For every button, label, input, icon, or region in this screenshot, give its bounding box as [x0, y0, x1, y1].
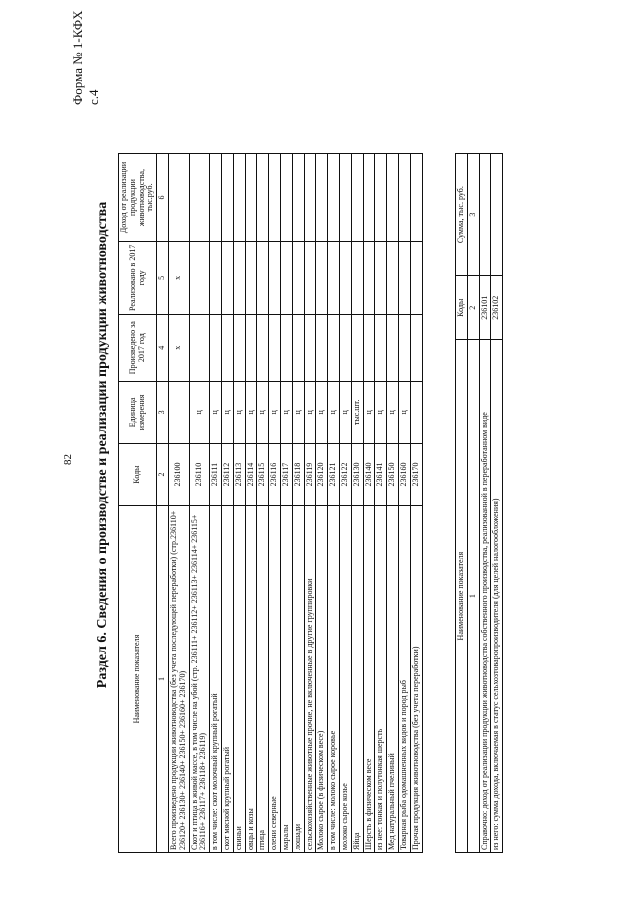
- row-produced: [210, 314, 222, 381]
- table-row: [245, 154, 257, 853]
- ref-row-name: из него: сумма дохода, включаемая в статус сельхозтоваропроизводителя (для целей налогообложения): [491, 340, 503, 853]
- ref-row-code: 236102: [491, 276, 503, 340]
- row-name: из нее: тонкая и полутонкая шерсть: [375, 506, 387, 853]
- table-row: [398, 154, 410, 853]
- row-sold: [387, 242, 399, 314]
- table-row: [328, 154, 340, 853]
- row-income: [221, 154, 233, 242]
- row-code: 236111: [210, 443, 222, 505]
- ref-row-name: Справочно: доход от реализации продукции животноводства собственного производства, реализованной в переработанном виде: [479, 340, 491, 853]
- row-unit: ц: [375, 381, 387, 443]
- row-sold: [245, 242, 257, 314]
- row-unit: ц: [233, 381, 245, 443]
- row-income: [410, 154, 422, 242]
- row-produced: [363, 314, 375, 381]
- row-code: 236122: [339, 443, 351, 505]
- row-produced: [375, 314, 387, 381]
- row-income: [304, 154, 316, 242]
- row-unit: ц: [363, 381, 375, 443]
- row-produced: [304, 314, 316, 381]
- col-num: 3: [157, 381, 169, 443]
- row-unit: ц: [221, 381, 233, 443]
- ref-row-code: 236101: [479, 276, 491, 340]
- ref-row: [479, 154, 491, 853]
- table-row: [292, 154, 304, 853]
- table-row: [280, 154, 292, 853]
- table-row: [363, 154, 375, 853]
- row-sold: [280, 242, 292, 314]
- ref-row: [491, 154, 503, 853]
- row-sold: [351, 242, 363, 314]
- ref-col-num: 1: [467, 340, 479, 853]
- row-code: 236115: [257, 443, 269, 505]
- row-produced: [245, 314, 257, 381]
- row-name: в том числе: скот молочный крупный рогатый: [210, 506, 222, 853]
- row-name: олени северные: [269, 506, 281, 853]
- row-unit: ц: [398, 381, 410, 443]
- row-sold: [221, 242, 233, 314]
- row-produced: [398, 314, 410, 381]
- row-income: [233, 154, 245, 242]
- row-produced: [410, 314, 422, 381]
- col-num: 2: [157, 443, 169, 505]
- row-sold: [210, 242, 222, 314]
- production-table: [118, 153, 423, 853]
- row-code: 236141: [375, 443, 387, 505]
- ref-row-sum: [491, 154, 503, 276]
- row-code: 236130: [351, 443, 363, 505]
- row-unit: тыс.шт.: [351, 381, 363, 443]
- row-income: [363, 154, 375, 242]
- table-row: [210, 154, 222, 853]
- row-income: [316, 154, 328, 242]
- row-sold: [328, 242, 340, 314]
- row-unit: [410, 381, 422, 443]
- row-sold: [316, 242, 328, 314]
- section-title: Раздел 6. Сведения о производстве и реализации продукции животноводства: [95, 201, 110, 689]
- col-num: 4: [157, 314, 169, 381]
- ref-col-num: 3: [467, 154, 479, 276]
- row-name: Товарная рыба одомашненных видов и пород рыб: [398, 506, 410, 853]
- table-row: [257, 154, 269, 853]
- row-name: птица: [257, 506, 269, 853]
- row-unit: ц: [387, 381, 399, 443]
- row-produced: [292, 314, 304, 381]
- col-num: 6: [157, 154, 169, 242]
- row-code: 236120: [316, 443, 328, 505]
- row-income: [168, 154, 189, 242]
- row-name: свиньи: [233, 506, 245, 853]
- row-name: Всего произведено продукции животноводства (без учета последующей переработки) (стр.236110+ 236120+ 236130+ 236140+ 236150+ 236160+ 236170): [168, 506, 189, 853]
- row-unit: ц: [210, 381, 222, 443]
- row-code: 236121: [328, 443, 340, 505]
- row-sold: [269, 242, 281, 314]
- row-name: Яйца: [351, 506, 363, 853]
- col-num: 1: [157, 506, 169, 853]
- row-unit: ц: [304, 381, 316, 443]
- row-code: 236150: [387, 443, 399, 505]
- row-sold: [292, 242, 304, 314]
- row-sold: [189, 242, 210, 314]
- row-unit: ц: [257, 381, 269, 443]
- table-row: [387, 154, 399, 853]
- table-row: [168, 154, 189, 853]
- row-produced: [269, 314, 281, 381]
- table-row: [410, 154, 422, 853]
- row-code: 236114: [245, 443, 257, 505]
- row-produced: [280, 314, 292, 381]
- row-produced: [328, 314, 340, 381]
- header-produced: Произведено за 2017 год: [119, 314, 157, 381]
- row-produced: [221, 314, 233, 381]
- table-row: [221, 154, 233, 853]
- ref-header-sum: Сумма, тыс. руб.: [456, 154, 468, 276]
- row-name: лошади: [292, 506, 304, 853]
- ref-header-code: Коды: [456, 276, 468, 340]
- row-income: [257, 154, 269, 242]
- row-sold: x: [168, 242, 189, 314]
- row-income: [387, 154, 399, 242]
- row-unit: [168, 381, 189, 443]
- ref-header-name: Наименование показателя: [456, 340, 468, 853]
- form-label: Форма № 1-КФХ с.4: [70, 10, 101, 105]
- row-income: [339, 154, 351, 242]
- row-unit: ц: [316, 381, 328, 443]
- row-income: [351, 154, 363, 242]
- row-code: 236116: [269, 443, 281, 505]
- row-income: [245, 154, 257, 242]
- row-unit: ц: [280, 381, 292, 443]
- row-name: овцы и козы: [245, 506, 257, 853]
- row-unit: ц: [339, 381, 351, 443]
- row-code: 236140: [363, 443, 375, 505]
- row-unit: ц: [189, 381, 210, 443]
- row-sold: [339, 242, 351, 314]
- row-produced: [189, 314, 210, 381]
- row-income: [269, 154, 281, 242]
- header-sold: Реализовано в 2017 году: [119, 242, 157, 314]
- row-name: Прочая продукция животноводства (без учета переработки): [410, 506, 422, 853]
- row-sold: [375, 242, 387, 314]
- row-sold: [304, 242, 316, 314]
- row-code: 236112: [221, 443, 233, 505]
- row-code: 236113: [233, 443, 245, 505]
- table-row: [304, 154, 316, 853]
- row-name: Молоко сырое (в физическом весе): [316, 506, 328, 853]
- row-income: [328, 154, 340, 242]
- row-produced: [233, 314, 245, 381]
- row-income: [189, 154, 210, 242]
- row-name: сельскохозяйственные животные прочие, не включенные в другие группировки: [304, 506, 316, 853]
- row-sold: [233, 242, 245, 314]
- row-unit: ц: [328, 381, 340, 443]
- row-unit: ц: [245, 381, 257, 443]
- row-produced: [316, 314, 328, 381]
- row-produced: [339, 314, 351, 381]
- row-code: 236119: [304, 443, 316, 505]
- row-income: [375, 154, 387, 242]
- row-unit: ц: [292, 381, 304, 443]
- row-name: скот мясной крупный рогатый: [221, 506, 233, 853]
- row-sold: [363, 242, 375, 314]
- row-code: 236117: [280, 443, 292, 505]
- header-name: Наименование показателя: [119, 506, 157, 853]
- row-produced: [257, 314, 269, 381]
- row-name: молоко сырое козье: [339, 506, 351, 853]
- row-code: 236160: [398, 443, 410, 505]
- table-row: [189, 154, 210, 853]
- col-num: 5: [157, 242, 169, 314]
- row-income: [398, 154, 410, 242]
- table-row: [269, 154, 281, 853]
- reference-table: [455, 153, 503, 853]
- table-row: [351, 154, 363, 853]
- row-name: маралы: [280, 506, 292, 853]
- row-income: [292, 154, 304, 242]
- header-code: Коды: [119, 443, 157, 505]
- ref-row-sum: [479, 154, 491, 276]
- row-code: 236118: [292, 443, 304, 505]
- table-row: [316, 154, 328, 853]
- header-income: Доход от реализации продукции животноводства, тыс.руб.: [119, 154, 157, 242]
- ref-col-num: 2: [467, 276, 479, 340]
- page-number: 82: [62, 454, 74, 465]
- row-name: Скот и птица в живой массе, в том числе на убой (стр. 236111+ 236112+ 236113+ 236114+ 236115+ 236116+ 236117+ 236118+ 236119): [189, 506, 210, 853]
- table-row: [339, 154, 351, 853]
- row-income: [280, 154, 292, 242]
- table-row: [233, 154, 245, 853]
- row-produced: x: [168, 314, 189, 381]
- row-code: 236110: [189, 443, 210, 505]
- row-unit: ц: [269, 381, 281, 443]
- row-income: [210, 154, 222, 242]
- row-code: 236170: [410, 443, 422, 505]
- row-name: Мед натуральный пчелиный: [387, 506, 399, 853]
- row-name: Шерсть в физическом весе: [363, 506, 375, 853]
- row-name: в том числе: молоко сырое коровье: [328, 506, 340, 853]
- table-row: [375, 154, 387, 853]
- row-sold: [257, 242, 269, 314]
- row-sold: [410, 242, 422, 314]
- row-sold: [398, 242, 410, 314]
- row-code: 236100: [168, 443, 189, 505]
- row-produced: [351, 314, 363, 381]
- header-unit: Единица измерения: [119, 381, 157, 443]
- row-produced: [387, 314, 399, 381]
